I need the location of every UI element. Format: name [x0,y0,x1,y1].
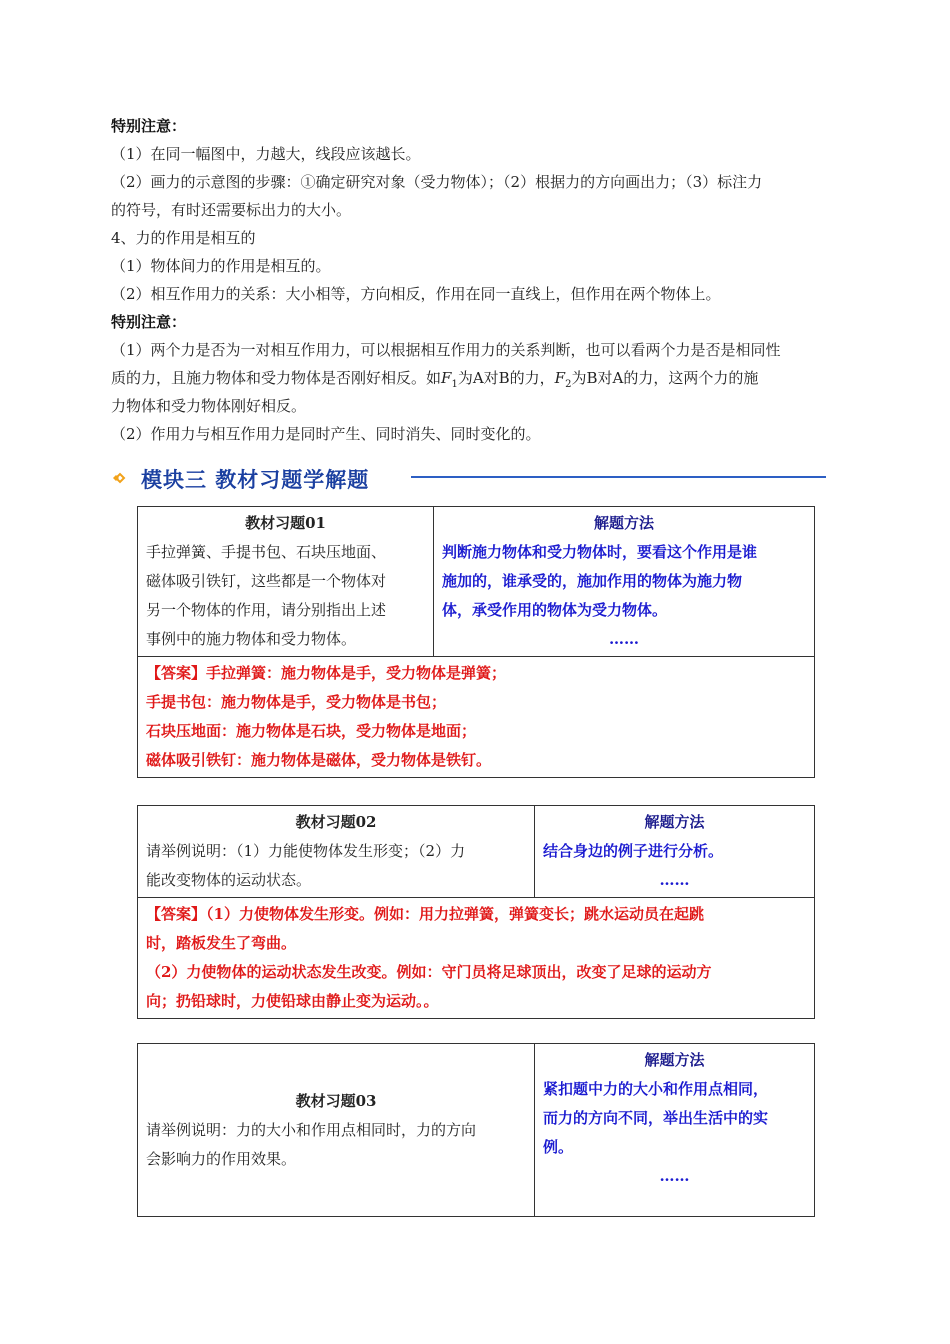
pair-1b-text3: 为B对A的力，这两个力的施 [571,369,759,387]
exercise-02-method-cell [535,806,815,898]
exercise-02-method-head: 解题方法 [644,813,705,831]
exercise-01-method-line: 体，承受作用的物体为受力物体。 [442,601,668,619]
exercise-01-method-line: 判断施力物体和受力物体时，要看这个作用是谁 [442,543,758,561]
exercise-01-answer-line: 手提书包：施力物体是手，受力物体是书包； [146,693,447,711]
exercise-03-q-line: 会影响力的作用效果。 [146,1149,297,1168]
exercise-02-table [137,805,815,1019]
pair-1b [111,364,866,392]
exercise-01-answer-line: 石块压地面：施力物体是石块，受力物体是地面； [146,722,477,740]
heading-4: 4、力的作用是相互的 [111,229,256,247]
exercise-03-method-line: 紧扣题中力的大小和作用点相同， [543,1080,769,1098]
exercise-03-method-cell [535,1044,815,1217]
exercise-03-q-line: 请举例说明：力的大小和作用点相同时，力的方向 [146,1120,477,1139]
exercise-01-method-line: 施加的，谁承受的，施加作用的物体为施力物 [442,572,743,590]
force-f2: F [554,369,566,387]
note-1: （1）在同一幅图中，力越大，线段应该越长。 [111,145,421,163]
module-header [111,462,721,496]
force-f2-sub: 2 [565,379,572,390]
exercise-01-q-line: 磁体吸引铁钉，这些都是一个物体对 [146,572,387,590]
exercise-03-table [137,1043,815,1217]
exercise-03-question-cell [138,1044,535,1217]
exercise-03-dots: …… [659,1167,690,1185]
mutual-2: （2）相互作用力的关系：大小相等，方向相反，作用在同一直线上，但作用在两个物体上。 [111,285,721,303]
pair-1c: 力物体和受力物体刚好相反。 [111,397,307,415]
exercise-01-q-line: 手拉弹簧、手提书包、石块压地面、 [146,543,387,561]
exercise-02-method-line: 结合身边的例子进行分析。 [543,842,724,860]
note-2b: 的符号，有时还需要标出力的大小。 [111,201,352,219]
diamond-icon [113,471,127,485]
exercise-02-answer-line: 【答案】（1）力使物体发生形变。例如：用力拉弹簧，弹簧变长；跳水运动员在起跳 [146,905,704,923]
exercise-01-answer-line: 【答案】手拉弹簧：施力物体是手，受力物体是弹簧； [146,664,507,682]
exercise-01-q-line: 另一个物体的作用，请分别指出上述 [146,601,387,619]
exercise-03-method-head: 解题方法 [644,1051,705,1069]
force-f1: F [441,369,452,387]
exercise-01-method-cell [434,507,815,657]
exercise-03-method-line: 例。 [543,1138,574,1156]
note-2a: （2）画力的示意图的步骤：①确定研究对象（受力物体）；（2）根据力的方向画出力；（3）标注力 [111,173,763,191]
exercise-03-head: 教材习题03 [295,1091,377,1110]
pair-2: （2）作用力与相互作用力是同时产生、同时消失、同时变化的。 [111,425,541,443]
exercise-01-dots: …… [609,630,639,648]
exercise-02-question-cell [138,806,535,898]
notes-section [111,112,866,448]
force-f1-sub: 1 [451,379,458,390]
exercise-02-answer-line: 向；扔铅球时，力使铅球由静止变为运动。。 [146,992,439,1010]
module-rule [411,476,826,478]
exercise-02-q-line: 请举例说明：（1）力能使物体发生形变；（2）力 [146,842,466,860]
note-title-2: 特别注意： [111,313,187,331]
exercise-01-q-line: 事例中的施力物体和受力物体。 [146,630,357,648]
module-title: 模块三 教材习题学解题 [141,468,370,492]
exercise-03-method-line: 而力的方向不同，举出生活中的实 [543,1109,769,1127]
pair-1b-text2: 为A对B的力， [457,369,555,387]
exercise-02-q-line: 能改变物体的运动状态。 [146,871,312,889]
exercise-02-head: 教材习题02 [295,813,377,831]
mutual-1: （1）物体间力的作用是相互的。 [111,257,331,275]
exercise-01-question-cell [138,507,434,657]
exercise-01-answer-cell [138,657,815,778]
exercise-01-answer-line: 磁体吸引铁钉：施力物体是磁体，受力物体是铁钉。 [146,751,492,769]
exercise-02-dots: …… [659,871,690,889]
exercise-02-answer-line: 时，踏板发生了弯曲。 [146,934,297,952]
exercise-02-answer-cell [138,898,815,1019]
exercise-01-table [137,506,815,778]
pair-1a: （1）两个力是否为一对相互作用力，可以根据相互作用力的关系判断，也可以看两个力是否是相同性 [111,341,781,359]
exercise-01-method-head: 解题方法 [593,514,654,532]
exercise-01-head: 教材习题01 [245,514,326,532]
note-title-1: 特别注意： [111,117,187,135]
exercise-02-answer-line: （2）力使物体的运动状态发生改变。例如：守门员将足球顶出，改变了足球的运动方 [146,963,712,981]
pair-1b-text: 质的力，且施力物体和受力物体是否刚好相反。如 [111,369,442,387]
